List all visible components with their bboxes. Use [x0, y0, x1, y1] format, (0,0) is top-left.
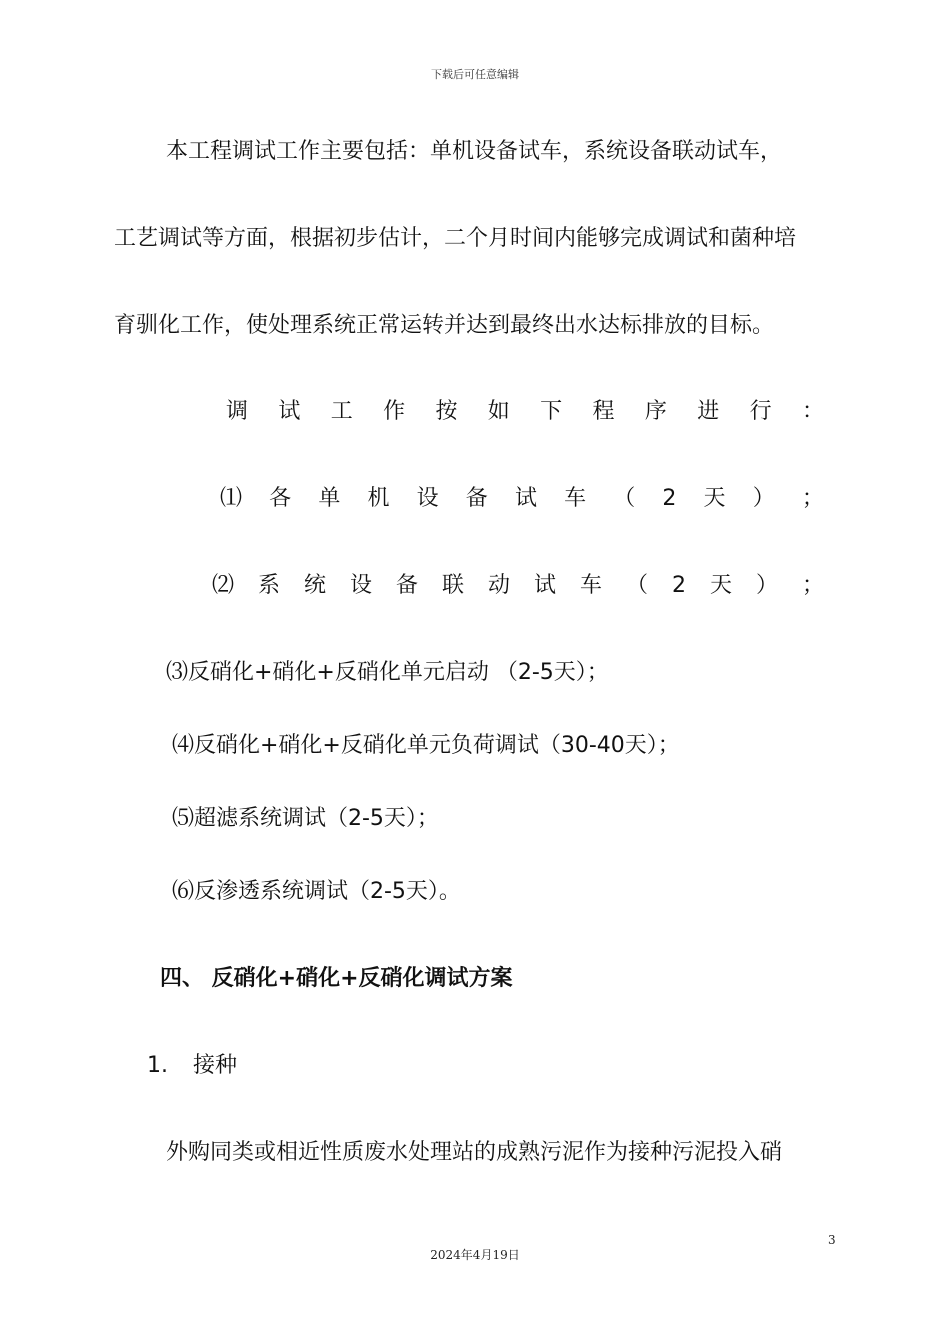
spaced-char: 单 [318, 486, 341, 511]
paragraph-1-line-1: 本工程调试工作主要包括：单机设备试车，系统设备联动试车， [166, 139, 783, 164]
spaced-char: 联 [442, 573, 465, 598]
spaced-char: 各 [269, 486, 292, 511]
spaced-char: 试 [514, 486, 537, 511]
spaced-char: 试 [534, 573, 557, 598]
page-header: 下载后可任意编辑 [431, 68, 519, 81]
spaced-char: 如 [487, 399, 510, 424]
subsection-1-number: 1. [147, 1053, 168, 1078]
page-number: 3 [828, 1233, 836, 1247]
section-4-heading: 四、 反硝化+硝化+反硝化调试方案 [160, 966, 513, 991]
spaced-char: 设 [416, 486, 439, 511]
spaced-char: 车 [564, 486, 587, 511]
spaced-char: 机 [367, 486, 390, 511]
spaced-char: 系 [258, 573, 281, 598]
spaced-char: 2 [662, 486, 677, 511]
spaced-char: ⑴ [220, 486, 243, 511]
spaced-char: ； [801, 573, 824, 598]
subsection-1-title: 接种 [193, 1053, 238, 1078]
procedure-step-4: ⑷反硝化+硝化+反硝化单元负荷调试（30-40天）； [172, 733, 680, 758]
spaced-char: 天 [709, 573, 732, 598]
procedure-step-3: ⑶反硝化+硝化+反硝化单元启动 （2-5天）； [166, 660, 609, 685]
spaced-char: 调 [226, 399, 249, 424]
spaced-char: 统 [304, 573, 327, 598]
spaced-char: 下 [540, 399, 563, 424]
spaced-char: （ [613, 486, 636, 511]
spaced-char: ） [755, 573, 778, 598]
spaced-char: 设 [350, 573, 373, 598]
procedure-step-1 [220, 484, 824, 514]
spaced-char: 工 [330, 399, 353, 424]
spaced-char: （ [626, 573, 649, 598]
spaced-char: 车 [580, 573, 603, 598]
spaced-char: 作 [383, 399, 406, 424]
spaced-char: 备 [396, 573, 419, 598]
procedure-step-5: ⑸超滤系统调试（2-5天）； [172, 806, 439, 831]
spaced-char: 按 [435, 399, 458, 424]
spaced-char: ； [801, 486, 824, 511]
spaced-char: ⑵ [212, 573, 235, 598]
procedure-step-2 [212, 571, 824, 601]
spaced-char: 行 [749, 399, 772, 424]
spaced-char: 试 [278, 399, 301, 424]
paragraph-1-line-3: 育驯化工作，使处理系统正常运转并达到最终出水达标排放的目标。 [114, 313, 775, 338]
page-footer-date: 2024年4月19日 [430, 1248, 520, 1262]
spaced-char: 程 [592, 399, 615, 424]
paragraph-2-line-1: 外购同类或相近性质废水处理站的成熟污泥作为接种污泥投入硝 [166, 1140, 783, 1165]
spaced-char: 动 [488, 573, 511, 598]
procedure-step-6: ⑹反渗透系统调试（2-5天）。 [172, 879, 461, 904]
spaced-char: ： [801, 399, 824, 424]
spaced-char: 进 [697, 399, 720, 424]
spaced-char: 2 [672, 573, 686, 598]
spaced-char: 序 [644, 399, 667, 424]
spaced-char: ） [752, 486, 775, 511]
procedure-intro [226, 397, 824, 427]
spaced-char: 备 [465, 486, 488, 511]
paragraph-1-line-2: 工艺调试等方面，根据初步估计，二个月时间内能够完成调试和菌种培 [114, 226, 797, 251]
spaced-char: 天 [703, 486, 726, 511]
